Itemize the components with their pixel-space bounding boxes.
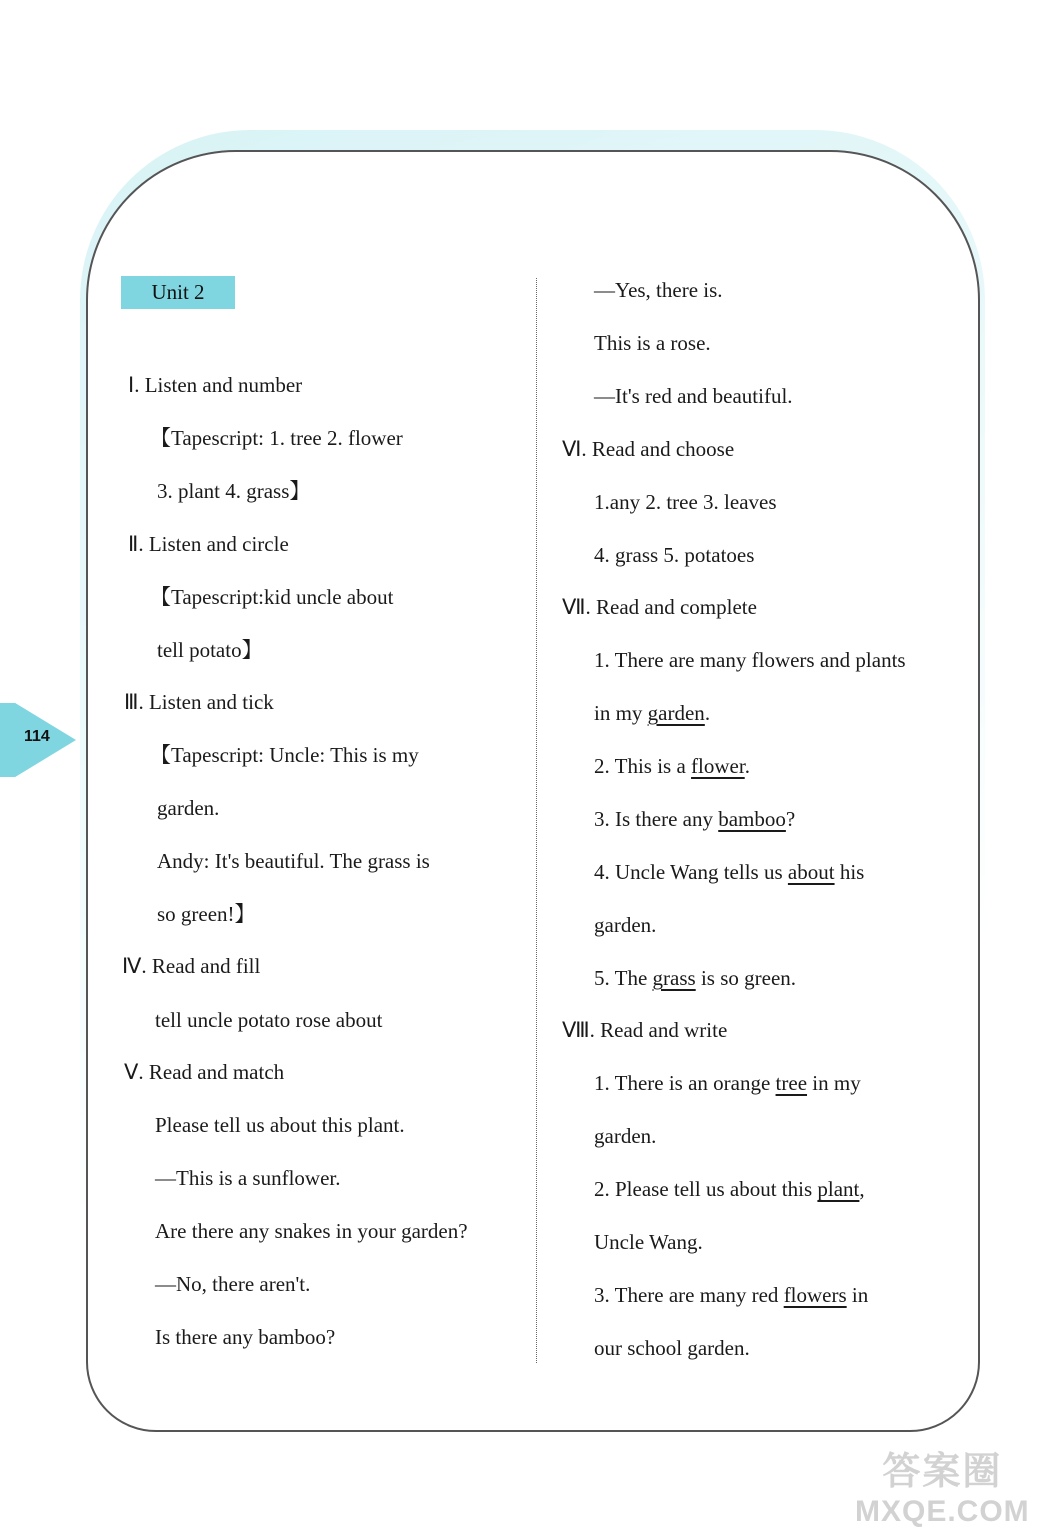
- write-2b: Uncle Wang.: [594, 1230, 703, 1254]
- complete-1b: in my garden.: [594, 701, 711, 725]
- watermark-logo: 答案圈: [882, 1451, 1003, 1493]
- choose-answers-2: 4. grass 5. potatoes: [594, 543, 755, 567]
- match-4: This is a rose.: [594, 331, 711, 355]
- write-3a: 3. There are many red flowers in: [594, 1283, 869, 1307]
- tapescript-3a: 【Tapescript: Uncle: This is my: [150, 743, 419, 767]
- complete-2: 2. This is a flower.: [594, 754, 750, 778]
- match-4-answer: —It's red and beautiful.: [594, 384, 793, 408]
- match-2-answer: —No, there aren't.: [155, 1272, 311, 1296]
- watermark-url: MXQE.COM: [855, 1495, 1030, 1528]
- complete-4a: 4. Uncle Wang tells us about his: [594, 860, 865, 884]
- unit-title: Unit 2: [121, 276, 235, 309]
- section-6-heading: Ⅵ. Read and choose: [562, 437, 735, 461]
- write-1b: garden.: [594, 1124, 657, 1148]
- write-2a: 2. Please tell us about this plant,: [594, 1177, 865, 1201]
- complete-3: 3. Is there any bamboo?: [594, 807, 796, 831]
- column-divider: [536, 278, 537, 1363]
- match-3: Is there any bamboo?: [155, 1325, 336, 1349]
- tapescript-3b: garden.: [157, 796, 220, 820]
- match-3-answer: —Yes, there is.: [594, 278, 723, 302]
- tapescript-1a: 【Tapescript: 1. tree 2. flower: [150, 426, 403, 450]
- match-1-answer: —This is a sunflower.: [155, 1166, 341, 1190]
- complete-1a: 1. There are many flowers and plants: [594, 648, 906, 672]
- complete-4b: garden.: [594, 913, 657, 937]
- section-3-heading: Ⅲ. Listen and tick: [124, 690, 274, 714]
- tapescript-3d: so green!】: [157, 902, 256, 926]
- tapescript-3c: Andy: It's beautiful. The grass is: [157, 849, 430, 873]
- tapescript-2b: tell potato】: [157, 638, 263, 662]
- page-number: 114: [24, 728, 50, 745]
- tapescript-2a: 【Tapescript:kid uncle about: [150, 585, 394, 609]
- match-2: Are there any snakes in your garden?: [155, 1219, 468, 1243]
- watermark: [855, 1440, 1030, 1529]
- match-1: Please tell us about this plant.: [155, 1113, 405, 1137]
- tapescript-1b: 3. plant 4. grass】: [157, 479, 311, 503]
- section-4-heading: Ⅳ. Read and fill: [122, 954, 261, 978]
- section-2-heading: Ⅱ. Listen and circle: [128, 532, 289, 556]
- section-7-heading: Ⅶ. Read and complete: [562, 595, 757, 619]
- word-bank: tell uncle potato rose about: [155, 1008, 383, 1032]
- complete-5: 5. The grass is so green.: [594, 966, 797, 990]
- section-1-heading: Ⅰ. Listen and number: [128, 373, 303, 397]
- section-5-heading: Ⅴ. Read and match: [124, 1060, 285, 1084]
- choose-answers-1: 1.any 2. tree 3. leaves: [594, 490, 777, 514]
- write-1a: 1. There is an orange tree in my: [594, 1071, 861, 1095]
- section-8-heading: Ⅷ. Read and write: [562, 1018, 728, 1042]
- write-3b: our school garden.: [594, 1336, 750, 1360]
